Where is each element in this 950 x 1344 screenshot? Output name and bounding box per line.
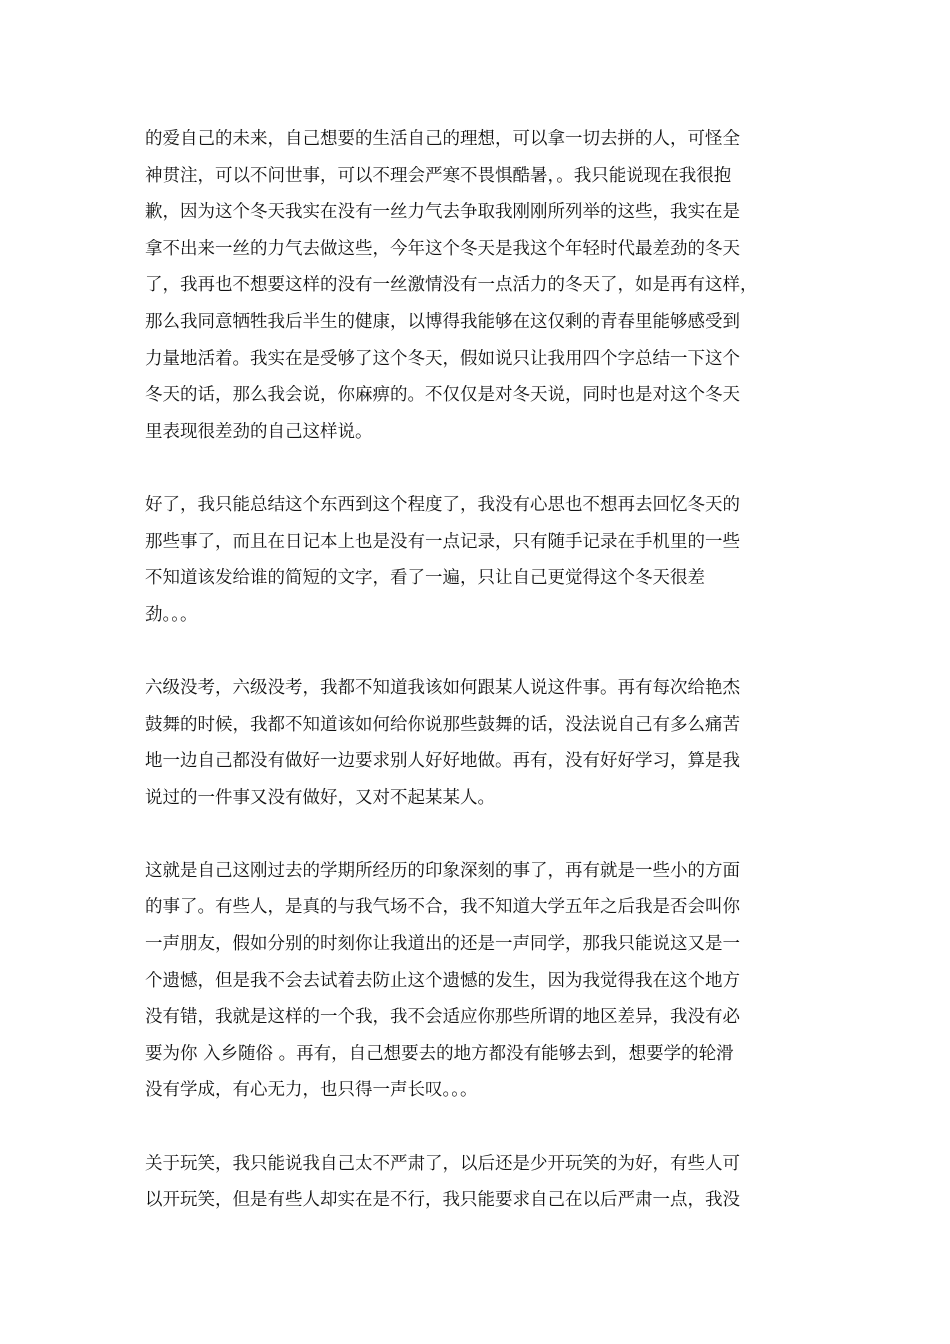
text-line: 神贯注，可以不问世事，可以不理会严寒不畏惧酷暑，。我只能说现在我很抱	[145, 165, 732, 186]
text-line: 力量地活着。我实在是受够了这个冬天，假如说只让我用四个字总结一下这个	[145, 348, 740, 369]
text-line: 一声朋友，假如分别的时刻你让我道出的还是一声同学，那我只能说这又是一	[145, 934, 740, 955]
text-line: 关于玩笑，我只能说我自己太不严肃了，以后还是少开玩笑的为好，有些人可	[145, 1153, 740, 1174]
text-line: 这就是自己这刚过去的学期所经历的印象深刻的事了，再有就是一些小的方面	[145, 860, 740, 881]
paragraph-4	[145, 853, 807, 1109]
text-line: 要为你 入乡随俗 。再有，自己想要去的地方都没有能够去到，想要学的轮滑	[145, 1043, 734, 1064]
text-line: 鼓舞的时候，我都不知道该如何给你说那些鼓舞的话，没法说自己有多么痛苦	[145, 714, 740, 735]
document-body	[145, 121, 807, 1255]
text-line: 没有错，我就是这样的一个我，我不会适应你那些所谓的地区差异，我没有必	[145, 1007, 740, 1028]
text-line: 的爱自己的未来，自己想要的生活自己的理想，可以拿一切去拼的人，可怪全	[145, 129, 740, 149]
text-line: 那些事了，而且在日记本上也是没有一点记录，只有随手记录在手机里的一些	[145, 531, 740, 552]
text-line: 没有学成，有心无力，也只得一声长叹。。。	[145, 1080, 478, 1101]
paragraph-2	[145, 487, 807, 633]
paragraph-1	[145, 121, 807, 450]
paragraph-5	[145, 1146, 807, 1219]
text-line: 劲。。。	[145, 604, 198, 625]
text-line: 拿不出来一丝的力气去做这些，今年这个冬天是我这个年轻时代最差劲的冬天	[145, 238, 740, 259]
text-line: 个遗憾，但是我不会去试着去防止这个遗憾的发生，因为我觉得我在这个地方	[145, 970, 740, 991]
text-line: 不知道该发给谁的简短的文字，看了一遍，只让自己更觉得这个冬天很差	[145, 568, 705, 589]
text-line: 冬天的话，那么我会说，你麻痹的。不仅仅是对冬天说，同时也是对这个冬天	[145, 385, 740, 406]
text-line: 了，我再也不想要这样的没有一丝激情没有一点活力的冬天了，如是再有这样，	[145, 275, 758, 296]
text-line: 里表现很差劲的自己这样说。	[145, 421, 373, 442]
text-line: 歉，因为这个冬天我实在没有一丝力气去争取我刚刚所列举的这些，我实在是	[145, 202, 740, 223]
paragraph-3	[145, 670, 807, 816]
text-line: 以开玩笑，但是有些人却实在是不行，我只能要求自己在以后严肃一点，我没	[145, 1190, 740, 1211]
text-line: 的事了。有些人，是真的与我气场不合，我不知道大学五年之后我是否会叫你	[145, 897, 740, 918]
text-line: 好了，我只能总结这个东西到这个程度了，我没有心思也不想再去回忆冬天的	[145, 494, 740, 515]
text-line: 六级没考，六级没考，我都不知道我该如何跟某人说这件事。再有每次给艳杰	[145, 677, 740, 698]
text-line: 地一边自己都没有做好一边要求别人好好地做。再有，没有好好学习，算是我	[145, 751, 740, 772]
text-line: 那么我同意牺牲我后半生的健康，以博得我能够在这仅剩的青春里能够感受到	[145, 311, 740, 332]
text-line: 说过的一件事又没有做好，又对不起某某人。	[145, 787, 495, 808]
